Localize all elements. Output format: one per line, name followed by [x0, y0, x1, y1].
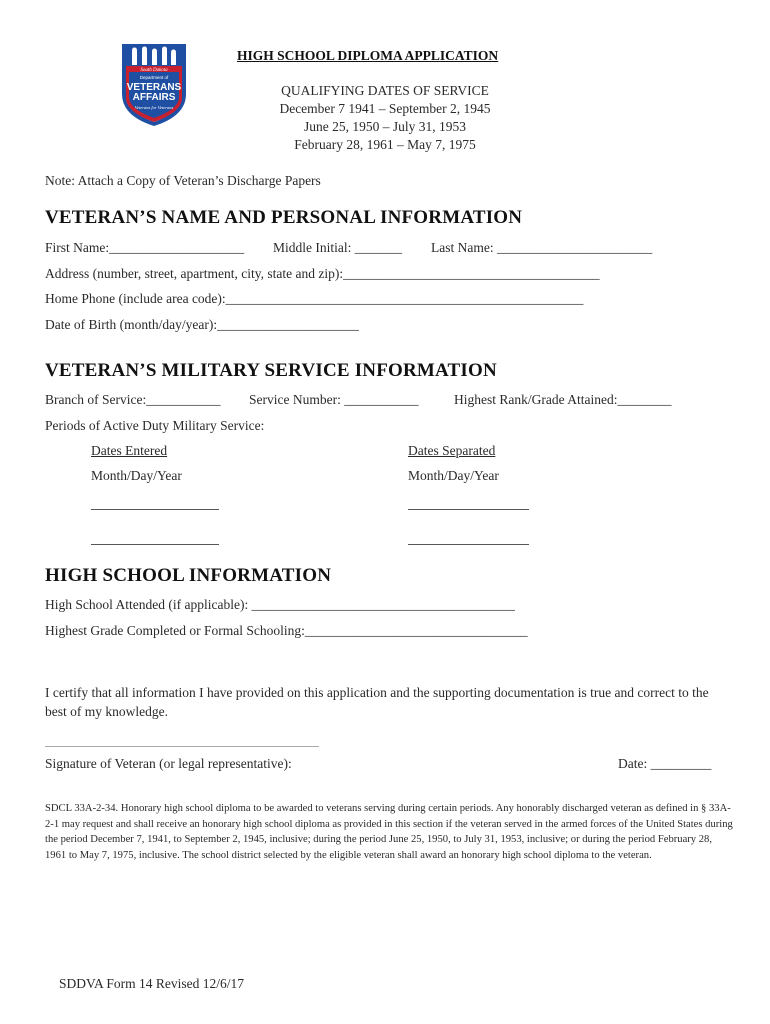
form-title: HIGH SCHOOL DIPLOMA APPLICATION: [237, 48, 499, 63]
discharge-note: Note: Attach a Copy of Veteran’s Discharge Papers: [45, 173, 321, 188]
logo-tagline: Veterans for Veterans: [134, 105, 174, 110]
date-entered-input-1[interactable]: [91, 508, 219, 510]
logo-state: South Dakota: [140, 68, 168, 73]
date-separated-input-1[interactable]: [408, 508, 529, 510]
qualifying-heading: QUALIFYING DATES OF SERVICE: [281, 83, 489, 98]
statute-text: SDCL 33A-2-34. Honorary high school diploma to be awarded to veterans serving during certain periods. Any honorably discharged veteran as defined in § 33A-2-1 may request and shall receive an honorary high school diploma as provided in this section if the veteran served in the armed forces of the United States during the period December 7, 1941, to September 2, 1945, inclusive; during the period June 25, 1950, to July 31, 1953, inclusive; or during the period February 28, 1961 to May 7, 1975, inclusive. The school district selected by the eligible veteran shall award an honorary high school diploma to the veteran.: [45, 803, 733, 861]
date-entered-input-2[interactable]: [91, 543, 219, 545]
dates-separated-format: Month/Day/Year: [408, 468, 499, 483]
middle-initial-field[interactable]: Middle Initial: _______: [273, 240, 402, 255]
dates-entered-format: Month/Day/Year: [91, 468, 182, 483]
dates-entered-heading: Dates Entered: [91, 443, 168, 458]
logo-affairs: AFFAIRS: [132, 92, 176, 103]
service-number-field[interactable]: Service Number: ___________: [249, 392, 419, 407]
qualifying-date-1: December 7 1941 – September 2, 1945: [279, 101, 491, 116]
branch-of-service-field[interactable]: Branch of Service:___________: [45, 392, 221, 407]
personal-info-heading: VETERAN’S NAME AND PERSONAL INFORMATION: [45, 207, 523, 228]
signature-label: Signature of Veteran (or legal representative):: [45, 756, 292, 771]
first-name-field[interactable]: First Name:____________________: [45, 240, 245, 255]
high-school-heading: HIGH SCHOOL INFORMATION: [45, 565, 332, 586]
logo-department: Department of: [139, 75, 169, 80]
high-school-attended-field[interactable]: High School Attended (if applicable): _______________________________________: [45, 597, 515, 612]
last-name-field[interactable]: Last Name: _______________________: [431, 240, 653, 255]
certification-statement: I certify that all information I have provided on this application and the supporting documentation is true and correct to the best of my knowledge.: [45, 685, 709, 719]
highest-rank-field[interactable]: Highest Rank/Grade Attained:________: [454, 392, 672, 407]
home-phone-field[interactable]: Home Phone (include area code):_____________________________________________________: [45, 291, 584, 306]
form-footer: SDDVA Form 14 Revised 12/6/17: [59, 976, 245, 991]
qualifying-date-2: June 25, 1950 – July 31, 1953: [304, 119, 466, 134]
military-info-heading: VETERAN’S MILITARY SERVICE INFORMATION: [45, 360, 497, 381]
highest-grade-field[interactable]: Highest Grade Completed or Formal Schooling:_________________________________: [45, 623, 528, 638]
active-duty-periods-label: Periods of Active Duty Military Service:: [45, 418, 265, 433]
signature-date-field[interactable]: Date: _________: [618, 756, 712, 771]
date-separated-input-2[interactable]: [408, 543, 529, 545]
qualifying-date-3: February 28, 1961 – May 7, 1975: [294, 137, 476, 152]
address-field[interactable]: Address (number, street, apartment, city, state and zip):______________________________________: [45, 266, 600, 281]
date-of-birth-field[interactable]: Date of Birth (month/day/year):_____________________: [45, 317, 359, 332]
signature-line[interactable]: [45, 746, 319, 747]
logo-veterans: VETERANS: [126, 82, 182, 93]
sd-veterans-affairs-logo: [118, 42, 190, 128]
dates-separated-heading: Dates Separated: [408, 443, 496, 458]
